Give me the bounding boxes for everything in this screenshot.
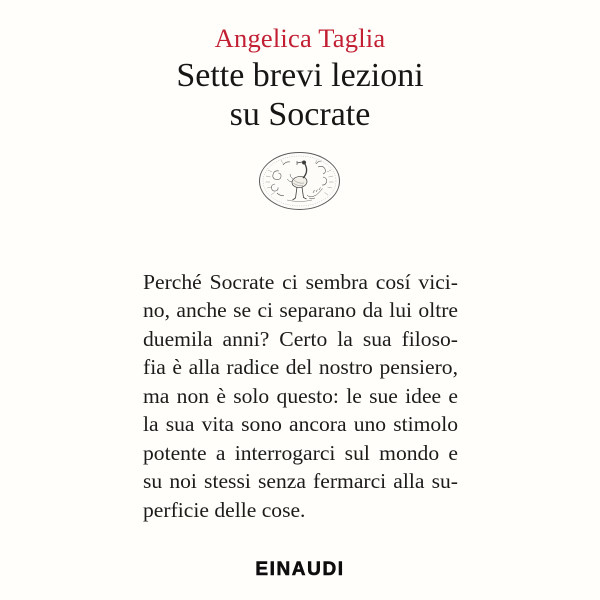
blurb-line: Perché Socrate ci sembra cosí vici- (143, 270, 458, 294)
blurb-line: perficie delle cose. (143, 497, 306, 522)
blurb-line: su noi stessi senza fermarci alla su- (143, 469, 458, 494)
book-title (0, 57, 600, 134)
book-title-line2: su Socrate (229, 95, 371, 133)
cover-blurb (143, 268, 458, 524)
blurb-line: fia è alla radice del nostro pensiero, (143, 355, 458, 380)
blurb-line: ma non è solo questo: le sue idee e (143, 383, 458, 408)
blurb-line: potente a interrogarci sul mondo e (143, 440, 458, 465)
book-title-line1: Sette brevi lezioni (176, 57, 424, 94)
einaudi-ostrich-emblem-icon (257, 149, 342, 213)
blurb-line: duemila anni? Certo la sua filoso- (143, 326, 458, 351)
publisher-logo: EINAUDI (255, 559, 345, 580)
author-name: Angelica Taglia (214, 23, 386, 53)
blurb-line: no, anche se ci separano da lui oltre (143, 298, 458, 323)
blurb-line: la sua vita sono ancora uno stimolo (143, 412, 458, 437)
